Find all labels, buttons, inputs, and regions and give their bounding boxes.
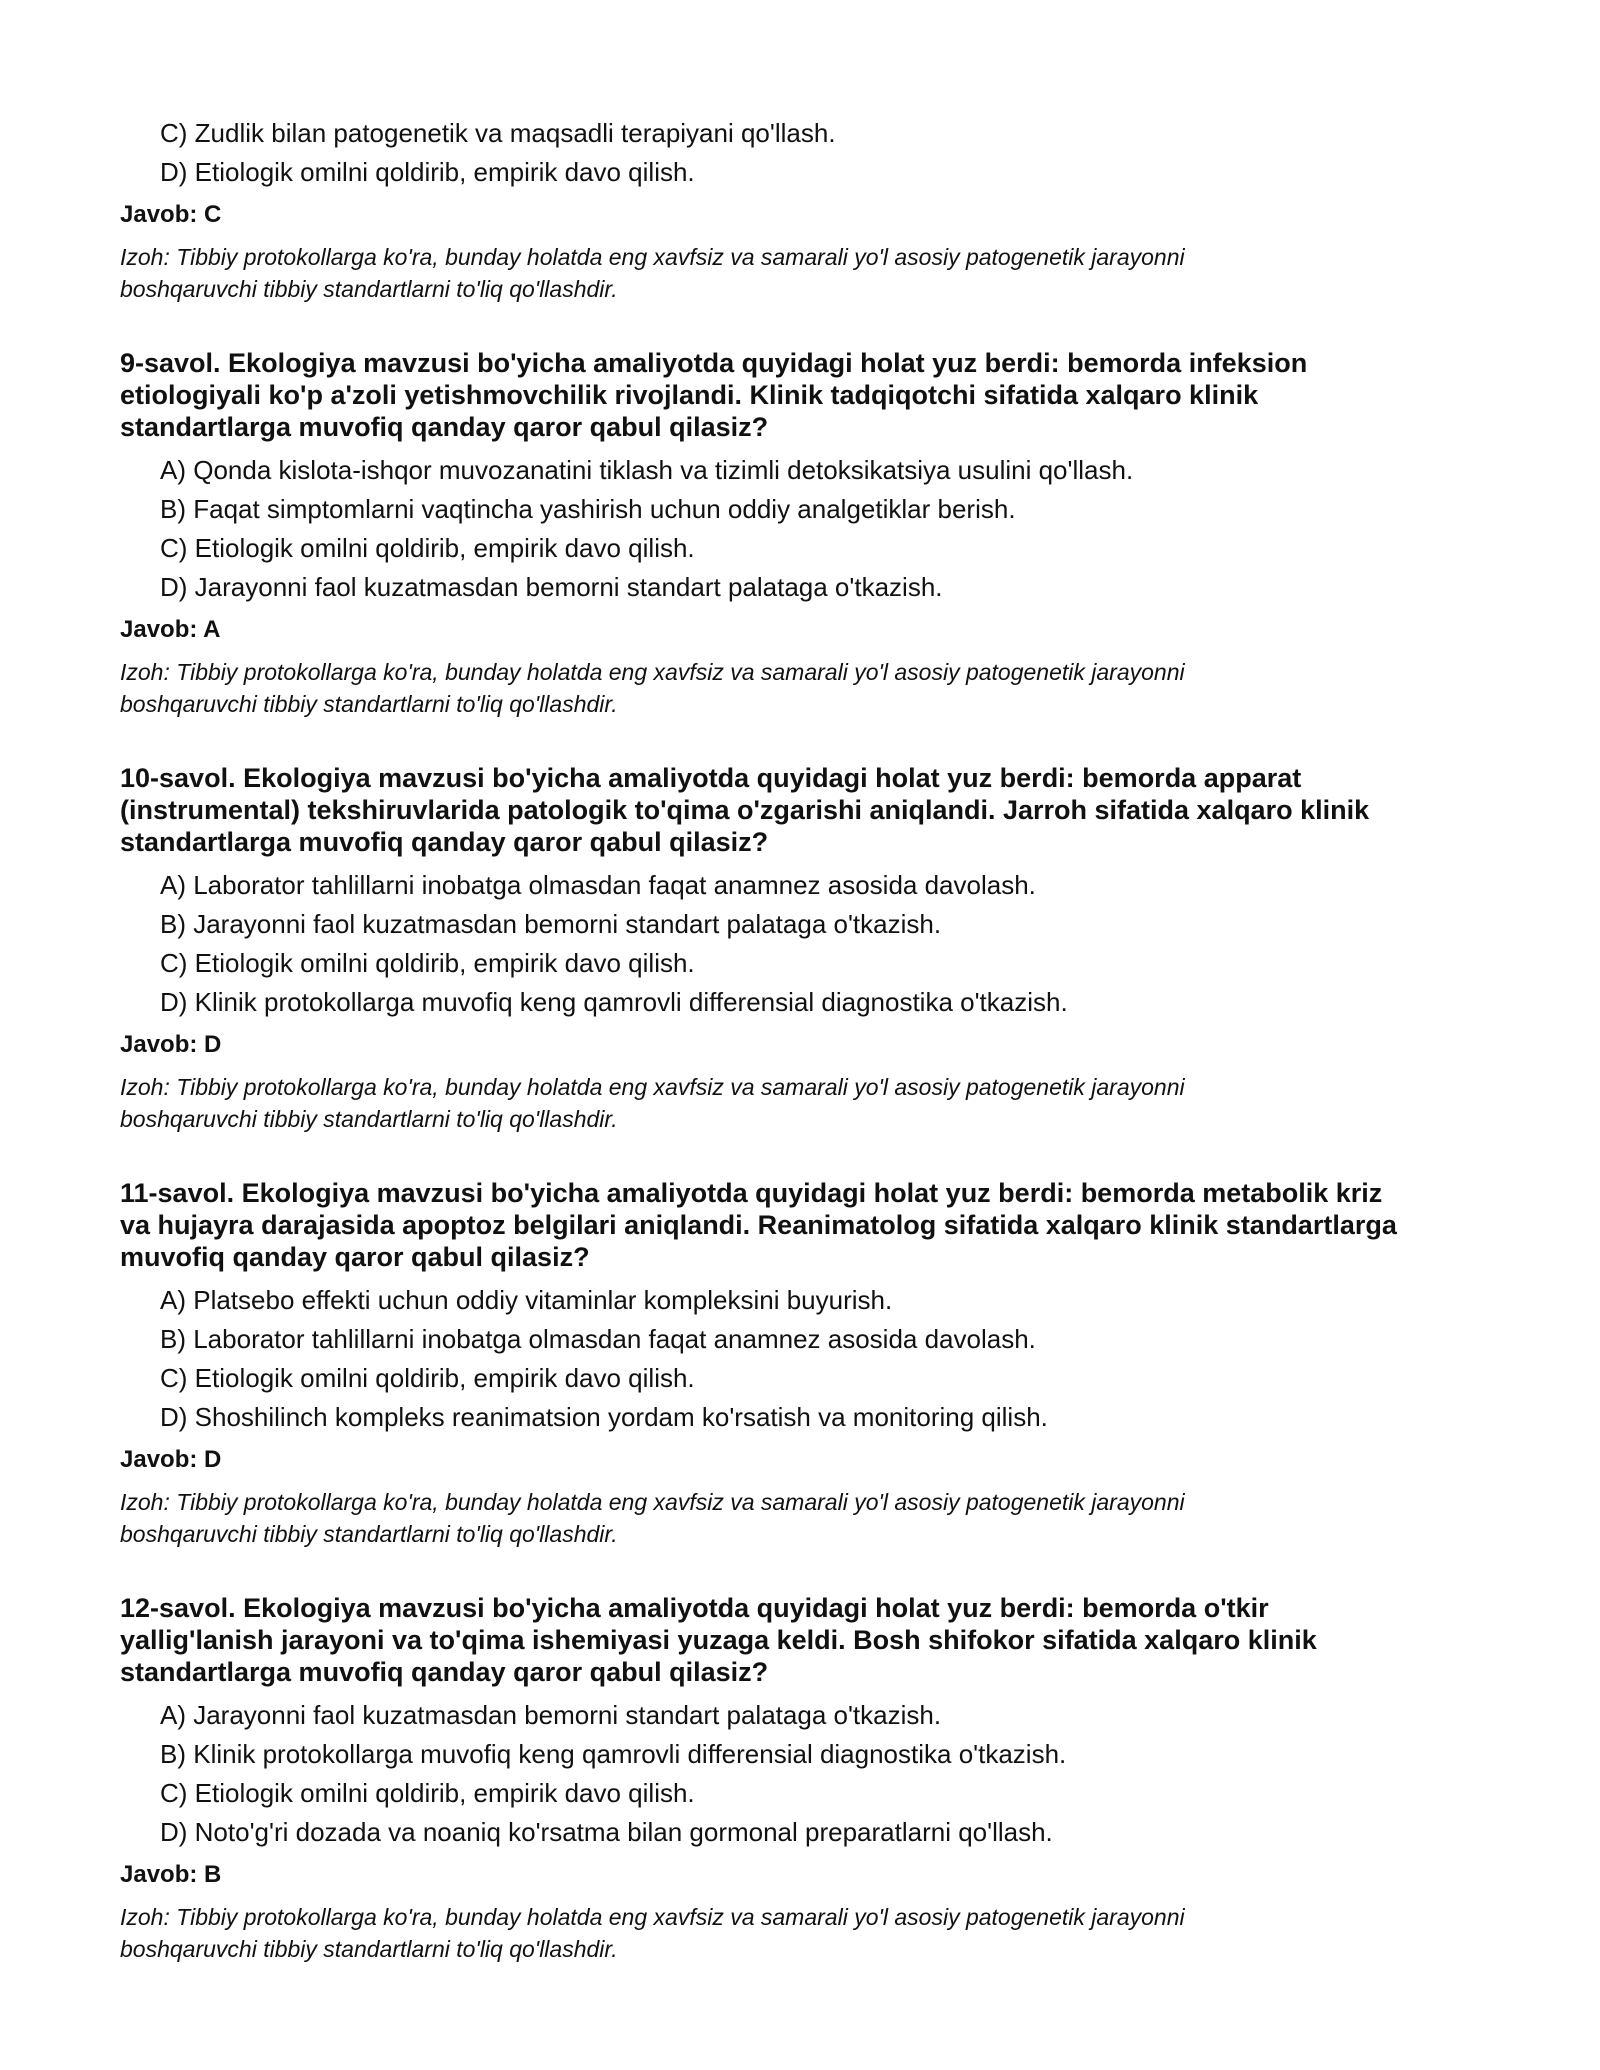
option-b: B) Faqat simptomlarni vaqtincha yashirish uchun oddiy analgetiklar berish. (160, 494, 1016, 524)
explanation-line-2: boshqaruvchi tibbiy standartlarni to'liq qo'llashdir. (120, 1521, 618, 1547)
option-a: A) Qonda kislota-ishqor muvozanatini tiklash va tizimli detoksikatsiya usulini qo'llash. (160, 455, 1134, 485)
option-d: D) Jarayonni faol kuzatmasdan bemorni standart palataga o'tkazish. (160, 572, 943, 602)
question-line: va hujayra darajasida apoptoz belgilari aniqlandi. Reanimatolog sifatida xalqaro klinik standartlarga (120, 1210, 1397, 1240)
option-a: A) Laborator tahlillarni inobatga olmasdan faqat anamnez asosida davolash. (160, 870, 1036, 900)
option-a: A) Platsebo effekti uchun oddiy vitaminlar kompleksini buyurish. (160, 1285, 893, 1315)
question-line: 12-savol. Ekologiya mavzusi bo'yicha amaliyotda quyidagi holat yuz berdi: bemorda o'tkir (120, 1593, 1269, 1623)
option-a: A) Jarayonni faol kuzatmasdan bemorni standart palataga o'tkazish. (160, 1700, 942, 1730)
answer: Javob: C (120, 201, 222, 228)
explanation-line-2: boshqaruvchi tibbiy standartlarni to'liq qo'llashdir. (120, 1936, 618, 1962)
question-text (120, 762, 1500, 858)
question-text (120, 1592, 1500, 1688)
option-d: D) Shoshilinch kompleks reanimatsion yordam ko'rsatish va monitoring qilish. (160, 1402, 1048, 1432)
question-text (120, 347, 1500, 443)
explanation-line-2: boshqaruvchi tibbiy standartlarni to'liq qo'llashdir. (120, 691, 618, 717)
answer: Javob: D (120, 1446, 222, 1473)
question-8-tail (120, 118, 1500, 305)
explanation-line-1: Izoh: Tibbiy protokollarga ko'ra, bunday holatda eng xavfsiz va samarali yo'l asosiy patogenetik jarayonni (120, 244, 1185, 270)
option-d: D) Noto'g'ri dozada va noaniq ko'rsatma bilan gormonal preparatlarni qo'llash. (160, 1817, 1053, 1847)
explanation-line-1: Izoh: Tibbiy protokollarga ko'ra, bunday holatda eng xavfsiz va samarali yo'l asosiy patogenetik jarayonni (120, 659, 1185, 685)
question-line: yallig'lanish jarayoni va to'qima ishemiyasi yuzaga keldi. Bosh shifokor sifatida xalqaro klinik (120, 1625, 1317, 1655)
question-12 (120, 1592, 1500, 1965)
question-9 (120, 347, 1500, 720)
question-line: standartlarga muvofiq qanday qaror qabul qilasiz? (120, 1657, 769, 1687)
question-line: standartlarga muvofiq qanday qaror qabul qilasiz? (120, 827, 769, 857)
option-c: C) Etiologik omilni qoldirib, empirik davo qilish. (160, 948, 695, 978)
answer: Javob: B (120, 1861, 222, 1888)
explanation-line-2: boshqaruvchi tibbiy standartlarni to'liq qo'llashdir. (120, 1106, 618, 1132)
explanation-line-1: Izoh: Tibbiy protokollarga ko'ra, bunday holatda eng xavfsiz va samarali yo'l asosiy patogenetik jarayonni (120, 1074, 1185, 1100)
explanation-line-1: Izoh: Tibbiy protokollarga ko'ra, bunday holatda eng xavfsiz va samarali yo'l asosiy patogenetik jarayonni (120, 1904, 1185, 1930)
question-line: etiologiyali ko'p a'zoli yetishmovchilik rivojlandi. Klinik tadqiqotchi sifatida xalqaro klinik (120, 380, 1259, 410)
question-line: 9-savol. Ekologiya mavzusi bo'yicha amaliyotda quyidagi holat yuz berdi: bemorda infeksion (120, 348, 1308, 378)
option-d: D) Etiologik omilni qoldirib, empirik davo qilish. (160, 157, 695, 187)
question-line: standartlarga muvofiq qanday qaror qabul qilasiz? (120, 412, 769, 442)
answer: Javob: A (120, 616, 221, 643)
answer: Javob: D (120, 1031, 222, 1058)
option-c: C) Etiologik omilni qoldirib, empirik davo qilish. (160, 533, 695, 563)
option-c: C) Etiologik omilni qoldirib, empirik davo qilish. (160, 1363, 695, 1393)
option-c: C) Etiologik omilni qoldirib, empirik davo qilish. (160, 1778, 695, 1808)
option-b: B) Jarayonni faol kuzatmasdan bemorni standart palataga o'tkazish. (160, 909, 942, 939)
option-c: C) Zudlik bilan patogenetik va maqsadli terapiyani qo'llash. (160, 118, 836, 148)
option-b: B) Laborator tahlillarni inobatga olmasdan faqat anamnez asosida davolash. (160, 1324, 1036, 1354)
question-11 (120, 1177, 1500, 1550)
explanation-line-2: boshqaruvchi tibbiy standartlarni to'liq qo'llashdir. (120, 276, 618, 302)
question-line: 11-savol. Ekologiya mavzusi bo'yicha amaliyotda quyidagi holat yuz berdi: bemorda metabolik kriz (120, 1178, 1383, 1208)
question-text (120, 1177, 1500, 1273)
question-10 (120, 762, 1500, 1135)
question-line: 10-savol. Ekologiya mavzusi bo'yicha amaliyotda quyidagi holat yuz berdi: bemorda apparat (120, 763, 1302, 793)
option-b: B) Klinik protokollarga muvofiq keng qamrovli differensial diagnostika o'tkazish. (160, 1739, 1067, 1769)
explanation-line-1: Izoh: Tibbiy protokollarga ko'ra, bunday holatda eng xavfsiz va samarali yo'l asosiy patogenetik jarayonni (120, 1489, 1185, 1515)
question-line: muvofiq qanday qaror qabul qilasiz? (120, 1242, 590, 1272)
document-page (120, 118, 1500, 1965)
option-d: D) Klinik protokollarga muvofiq keng qamrovli differensial diagnostika o'tkazish. (160, 987, 1068, 1017)
question-line: (instrumental) tekshiruvlarida patologik to'qima o'zgarishi aniqlandi. Jarroh sifatida xalqaro klinik (120, 795, 1370, 825)
